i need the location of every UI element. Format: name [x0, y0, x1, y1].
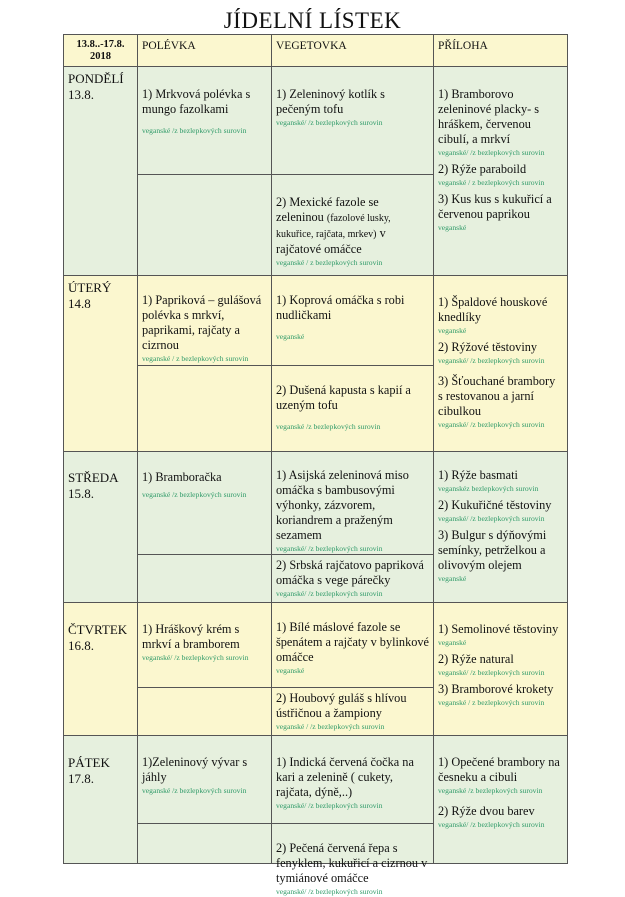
- menu-table: [63, 34, 568, 896]
- side-text: 1) Špaldové houskové knedlíky: [438, 295, 548, 324]
- soup-text: 1) Bramboračka: [142, 470, 222, 484]
- day-name: STŘEDA: [68, 470, 119, 485]
- side-text: 1) Rýže basmati: [438, 468, 518, 482]
- day-name: ÚTERÝ: [68, 280, 112, 295]
- diet-note: veganské/ /z bezlepkových surovin: [276, 801, 383, 810]
- veg1-cell-friday: [271, 735, 434, 824]
- diet-note: veganské: [438, 223, 467, 232]
- diet-note: veganské /z bezlepkových surovin: [142, 126, 247, 135]
- day-cell-wednesday: [63, 451, 138, 603]
- day-date: 16.8.: [68, 638, 94, 653]
- veg-text: 1) Bílé máslové fazole se špenátem a rajčaty v bylinkové omáčce: [276, 620, 429, 664]
- diet-note: veganské / z bezlepkových surovin: [438, 698, 545, 707]
- side-text: 3) Bulgur s dýňovými semínky, petrželkou a olivovým olejem: [438, 528, 547, 572]
- side-text: 1) Semolinové těstoviny: [438, 622, 559, 636]
- side-cell-monday: [433, 66, 568, 276]
- diet-note: veganské /z bezlepkových surovin: [276, 422, 381, 431]
- side-cell-tuesday: [433, 275, 568, 452]
- soup-text: 1)Zeleninový vývar s jáhly: [142, 755, 248, 784]
- header-veg: VEGETOVKA: [271, 34, 434, 67]
- day-name: PÁTEK: [68, 755, 110, 770]
- day-cell-monday: [63, 66, 138, 276]
- soup-cell-monday: [137, 66, 272, 175]
- side-text: 3) Kus kus s kukuřicí a červenou paprikou: [438, 192, 552, 221]
- header-dates-cell: [63, 34, 138, 67]
- veg2-cell-monday: [271, 174, 434, 276]
- veg2-cell-tuesday: [271, 365, 434, 452]
- day-cell-friday: [63, 735, 138, 864]
- day-date: 17.8.: [68, 771, 94, 786]
- veg-text: 1) Zeleninový kotlík s pečeným tofu: [276, 87, 385, 116]
- veg2-cell-friday: [271, 823, 434, 896]
- diet-note: veganské: [276, 666, 305, 675]
- diet-note: veganské/ /z bezlepkových surovin: [438, 420, 545, 429]
- diet-note: veganskéz bezlepkových surovin: [438, 484, 539, 493]
- soup-text: 1) Hráškový krém s mrkví a bramborem: [142, 622, 240, 651]
- side-text: 1) Bramborovo zeleninové placky- s hráškem, červenou cibulí, a mrkví: [438, 87, 540, 146]
- side-text: 2) Rýže paraboild: [438, 162, 527, 176]
- side-text: 3) Bramborové krokety: [438, 682, 554, 696]
- veg-text: 2) Houbový guláš s hlívou ústřičnou a žampiony: [276, 691, 407, 720]
- diet-note: veganské / z bezlepkových surovin: [276, 258, 383, 267]
- header-side: PŘÍLOHA: [433, 34, 568, 67]
- diet-note: veganské/ /z bezlepkových surovin: [438, 668, 545, 677]
- veg2-cell-wednesday: [271, 554, 434, 603]
- diet-note: veganské: [276, 332, 305, 341]
- soup-cell-thursday: [137, 602, 272, 688]
- veg-text: 2) Srbská rajčatovo papriková omáčka s vege párečky: [276, 558, 424, 587]
- day-cell-tuesday: [63, 275, 138, 452]
- diet-note: veganské/ /z bezlepkových surovin: [142, 653, 249, 662]
- day-date: 15.8.: [68, 486, 94, 501]
- diet-note: veganské/ /z bezlepkových surovin: [276, 887, 383, 896]
- diet-note: veganské / z bezlepkových surovin: [142, 354, 249, 363]
- veg-text: 1) Asijská zeleninová miso omáčka s bambusovými výhonky, zázvorem, koriandrem a praženým sezamem: [276, 468, 409, 542]
- diet-note: veganské / z bezlepkových surovin: [438, 178, 545, 187]
- day-name: PONDĚLÍ: [68, 71, 124, 86]
- side-cell-friday: [433, 735, 568, 864]
- veg1-cell-monday: [271, 66, 434, 175]
- side-text: 2) Rýže dvou barev: [438, 804, 535, 818]
- diet-note: veganské/ /z bezlepkových surovin: [438, 514, 545, 523]
- soup-text: 1) Papriková – gulášová polévka s mrkví, paprikami, rajčaty a cizrnou: [142, 293, 262, 352]
- diet-note: veganské/ /z bezlepkových surovin: [276, 544, 383, 553]
- side-text: 2) Rýže natural: [438, 652, 514, 666]
- veg1-cell-wednesday: [271, 451, 434, 555]
- side-cell-wednesday: [433, 451, 568, 603]
- diet-note: veganské /z bezlepkových surovin: [142, 490, 247, 499]
- diet-note: veganské /z bezlepkových surovin: [438, 786, 543, 795]
- side-text: 1) Opečené brambory na česneku a cibuli: [438, 755, 560, 784]
- veg-text-detail: (fazolové lusky, kukuřice, rajčata, mrkev): [276, 213, 391, 240]
- veg-text: 1) Koprová omáčka s robi nudličkami: [276, 293, 405, 322]
- header-soup: POLÉVKA: [137, 34, 272, 67]
- soup-empty-thursday: [137, 687, 272, 736]
- diet-note: veganské: [438, 326, 467, 335]
- diet-note: veganské/ /z bezlepkových surovin: [438, 148, 545, 157]
- veg1-cell-tuesday: [271, 275, 434, 366]
- soup-empty-friday: [137, 823, 272, 864]
- header-dates: 13.8..-17.8.: [76, 39, 125, 50]
- diet-note: veganské / /z bezlepkových surovin: [276, 722, 385, 731]
- side-text: 2) Rýžové těstoviny: [438, 340, 538, 354]
- veg-text: 2) Mexické fazole se zeleninou: [276, 195, 379, 224]
- veg1-cell-thursday: [271, 602, 434, 688]
- side-text: 2) Kukuřičné těstoviny: [438, 498, 552, 512]
- veg2-cell-thursday: [271, 687, 434, 736]
- diet-note: veganské/ /z bezlepkových surovin: [276, 118, 383, 127]
- veg-text: 2) Dušená kapusta s kapií a uzeným tofu: [276, 383, 411, 412]
- soup-cell-wednesday: [137, 451, 272, 555]
- diet-note: veganské: [438, 574, 467, 583]
- day-date: 13.8.: [68, 87, 94, 102]
- soup-cell-tuesday: [137, 275, 272, 366]
- diet-note: veganské/ /z bezlepkových surovin: [276, 589, 383, 598]
- soup-empty-wednesday: [137, 554, 272, 603]
- day-cell-thursday: [63, 602, 138, 736]
- diet-note: veganské /z bezlepkových surovin: [142, 786, 247, 795]
- diet-note: veganské/ /z bezlepkových surovin: [438, 356, 545, 365]
- soup-text: 1) Mrkvová polévka s mungo fazolkami: [142, 87, 251, 116]
- soup-cell-friday: [137, 735, 272, 824]
- day-name: ČTVRTEK: [68, 622, 128, 637]
- side-cell-thursday: [433, 602, 568, 736]
- soup-empty-monday: [137, 174, 272, 276]
- side-text: 3) Šťouchané brambory s restovanou a jarní cibulkou: [438, 374, 556, 418]
- day-date: 14.8: [68, 296, 91, 311]
- header-year: 2018: [90, 51, 111, 62]
- diet-note: veganské/ /z bezlepkových surovin: [438, 820, 545, 829]
- veg-text: 1) Indická červená čočka na kari a zelenině ( cukety, rajčata, dýně,..): [276, 755, 414, 799]
- diet-note: veganské: [438, 638, 467, 647]
- veg-text: 2) Pečená červená řepa s fenyklem, kukuřicí a cizrnou v tymiánové omáčce: [276, 841, 428, 885]
- veg-text-cont: v rajčatové omáčce: [276, 226, 386, 256]
- page-title: JÍDELNÍ LÍSTEK: [223, 8, 402, 33]
- soup-empty-tuesday: [137, 365, 272, 452]
